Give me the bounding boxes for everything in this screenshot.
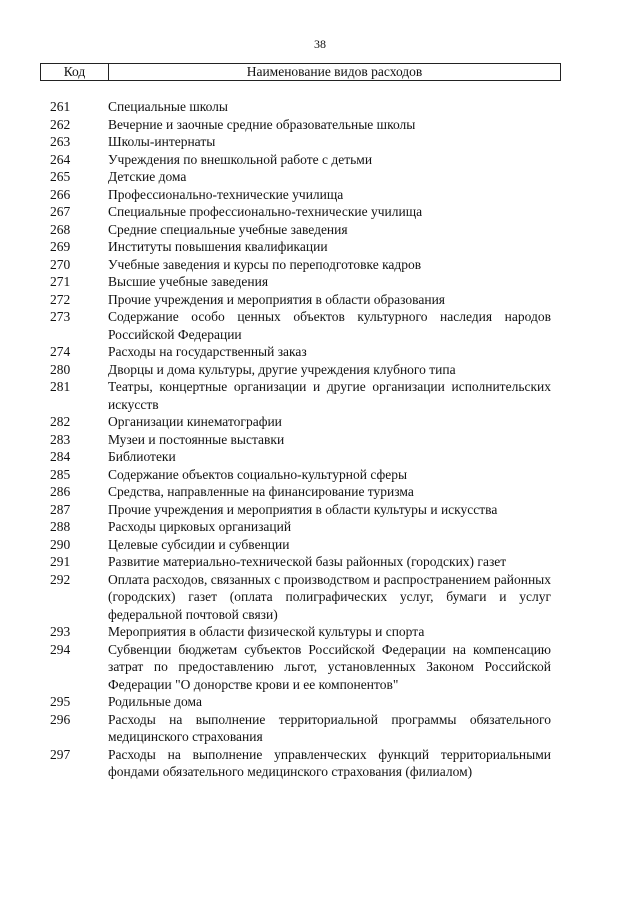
expense-row xyxy=(0,238,640,256)
expense-code: 280 xyxy=(50,361,71,377)
expense-description: Музеи и постоянные выставки xyxy=(108,431,285,447)
expense-row xyxy=(0,221,640,239)
expense-row xyxy=(0,431,640,449)
expense-row xyxy=(0,291,640,309)
expense-description: Детские дома xyxy=(108,169,187,184)
expense-code: 273 xyxy=(50,309,71,324)
expense-description: Содержание особо ценных объектов культурного наследия народов Российской Федерации xyxy=(108,309,551,342)
expense-row xyxy=(0,308,640,343)
expense-row xyxy=(0,186,640,204)
expense-code: 291 xyxy=(50,554,71,569)
expense-code: 271 xyxy=(50,274,71,289)
expense-code: 266 xyxy=(50,186,71,202)
expense-code: 262 xyxy=(50,116,71,132)
expense-row xyxy=(0,518,640,536)
expense-description: Институты повышения квалификации xyxy=(108,239,328,254)
expense-code: 290 xyxy=(50,536,71,552)
expense-code: 297 xyxy=(50,746,71,762)
expense-code: 282 xyxy=(50,414,71,429)
expense-row xyxy=(0,361,640,379)
expense-code: 272 xyxy=(50,291,71,307)
expense-description: Дворцы и дома культуры, другие учреждения клубного типа xyxy=(108,361,456,377)
expense-description: Организации кинематографии xyxy=(108,414,282,429)
expense-row xyxy=(0,168,640,186)
expense-row xyxy=(0,641,640,694)
expense-description: Театры, концертные организации и другие организации исполнительских искусств xyxy=(108,379,551,412)
expense-row xyxy=(0,571,640,624)
expense-description: Вечерние и заочные средние образовательные школы xyxy=(108,116,416,132)
expense-description: Родильные дома xyxy=(108,694,202,709)
header-code-label: Код xyxy=(41,64,109,80)
expense-description: Прочие учреждения и мероприятия в области культуры и искусства xyxy=(108,501,498,517)
expense-code: 274 xyxy=(50,344,71,359)
expense-description: Специальные профессионально-технические училища xyxy=(108,204,423,219)
expense-row xyxy=(0,378,640,413)
expense-description: Расходы на государственный заказ xyxy=(108,344,307,359)
expense-code: 292 xyxy=(50,571,71,587)
expense-code: 264 xyxy=(50,151,71,167)
expense-row xyxy=(0,711,640,746)
expense-row xyxy=(0,203,640,221)
expense-description: Школы-интернаты xyxy=(108,134,216,149)
expense-row xyxy=(0,466,640,484)
expense-code: 281 xyxy=(50,379,71,394)
expense-description: Расходы на выполнение управленческих функций территориальными фондами обязательного медицинского страхования (филиалом) xyxy=(108,746,551,779)
expense-code: 286 xyxy=(50,484,71,499)
expense-description: Средние специальные учебные заведения xyxy=(108,221,348,237)
expense-row xyxy=(0,343,640,361)
expense-row xyxy=(0,746,640,781)
expense-description: Оплата расходов, связанных с производством и распространением районных (городских) газет (оплата полиграфических услуг, бумаги и услуг федеральной почтовой связи) xyxy=(108,571,551,622)
expense-list xyxy=(0,98,640,781)
expense-code: 287 xyxy=(50,501,71,517)
expense-description: Высшие учебные заведения xyxy=(108,274,269,289)
expense-code: 263 xyxy=(50,134,71,149)
expense-code: 283 xyxy=(50,431,71,447)
expense-row xyxy=(0,133,640,151)
expense-code: 268 xyxy=(50,221,71,237)
expense-code: 269 xyxy=(50,239,71,254)
expense-row xyxy=(0,413,640,431)
expense-description: Расходы на выполнение территориальной программы обязательного медицинского страхования xyxy=(108,711,551,744)
expense-description: Содержание объектов социально-культурной сферы xyxy=(108,466,408,482)
expense-row xyxy=(0,483,640,501)
expense-description: Средства, направленные на финансирование туризма xyxy=(108,484,414,499)
table-header xyxy=(40,63,561,81)
expense-row xyxy=(0,448,640,466)
expense-code: 288 xyxy=(50,519,71,534)
expense-row xyxy=(0,501,640,519)
expense-code: 294 xyxy=(50,641,71,657)
expense-code: 261 xyxy=(50,99,71,114)
expense-row xyxy=(0,116,640,134)
expense-code: 265 xyxy=(50,169,71,184)
expense-description: Мероприятия в области физической культуры и спорта xyxy=(108,624,425,639)
expense-description: Целевые субсидии и субвенции xyxy=(108,536,290,552)
expense-row xyxy=(0,98,640,116)
expense-code: 295 xyxy=(50,694,71,709)
expense-row xyxy=(0,536,640,554)
expense-description: Учреждения по внешкольной работе с детьми xyxy=(108,151,373,167)
expense-row xyxy=(0,553,640,571)
expense-row xyxy=(0,693,640,711)
page-number: 38 xyxy=(314,37,326,51)
expense-code: 270 xyxy=(50,256,71,272)
expense-code: 296 xyxy=(50,711,71,727)
expense-row xyxy=(0,623,640,641)
expense-description: Учебные заведения и курсы по переподготовке кадров xyxy=(108,256,422,272)
expense-description: Субвенции бюджетам субъектов Российской Федерации на компенсацию затрат по предоставлению льгот, установленных Законом Российской Федерации "О донорстве крови и ее компонентов" xyxy=(108,641,551,692)
expense-description: Расходы цирковых организаций xyxy=(108,519,292,534)
expense-code: 267 xyxy=(50,204,71,219)
expense-row xyxy=(0,151,640,169)
expense-row xyxy=(0,256,640,274)
expense-description: Прочие учреждения и мероприятия в области образования xyxy=(108,291,445,307)
expense-code: 293 xyxy=(50,624,71,639)
expense-description: Развитие материально-технической базы районных (городских) газет xyxy=(108,554,507,569)
expense-code: 285 xyxy=(50,466,71,482)
expense-description: Профессионально-технические училища xyxy=(108,186,344,202)
expense-description: Специальные школы xyxy=(108,99,228,114)
expense-code: 284 xyxy=(50,449,71,464)
expense-description: Библиотеки xyxy=(108,449,176,464)
expense-row xyxy=(0,273,640,291)
header-name-label: Наименование видов расходов xyxy=(246,64,423,79)
